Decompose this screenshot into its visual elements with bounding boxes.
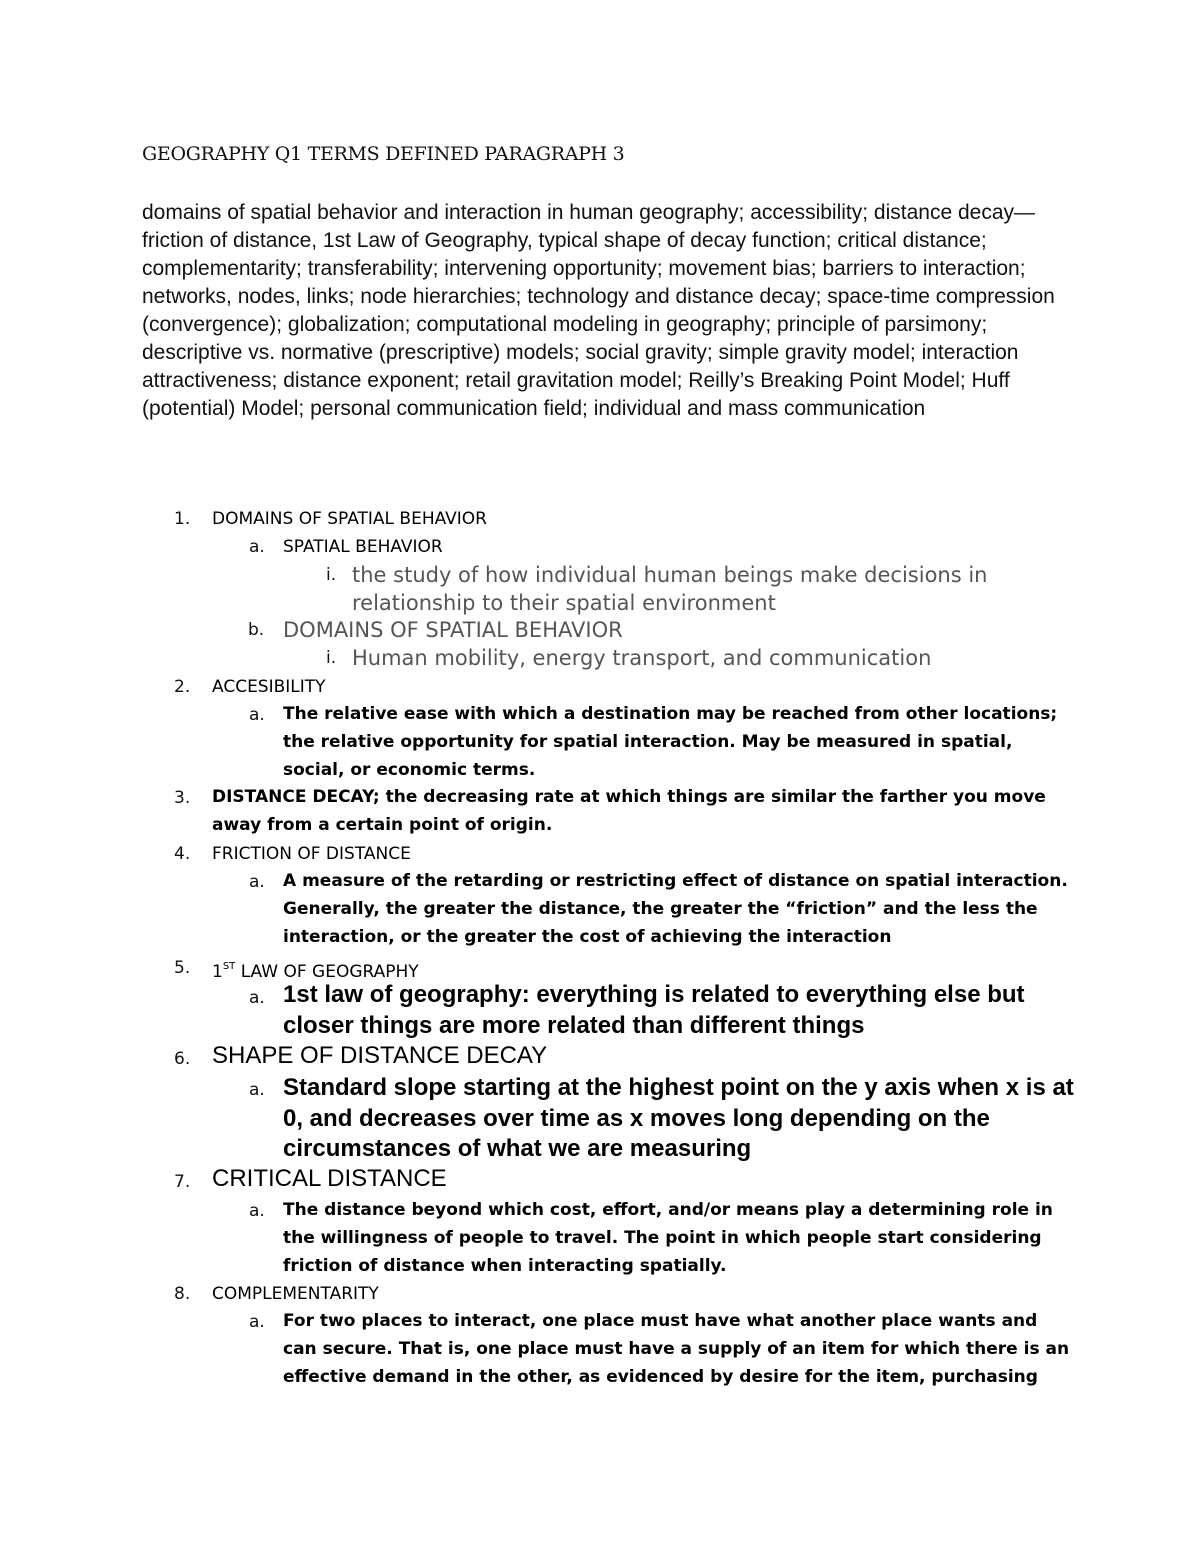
item-text-line: The relative ease with which a destination may be reached from other locations; (283, 704, 1058, 724)
item-text-line: away from a certain point of origin. (212, 815, 553, 835)
subsubitem-roman: i. (326, 565, 337, 585)
item-number: 6. (174, 1049, 191, 1069)
item-text-line: closer things are more related than different things (283, 1012, 865, 1039)
item-heading: FRICTION OF DISTANCE (212, 844, 411, 864)
heading-ordinal-suffix: ST (222, 961, 236, 972)
item-text-line: Standard slope starting at the highest point on the y axis when x is at (283, 1074, 1074, 1101)
item-number: 5. (174, 958, 191, 978)
item-text-line: Generally, the greater the distance, the greater the “friction” and the less the (283, 899, 1038, 919)
subsubitem-roman: i. (326, 648, 337, 668)
item-text-line: the relative opportunity for spatial interaction. May be measured in spatial, (283, 732, 1013, 752)
subitem-letter: a. (249, 1201, 265, 1221)
item-text-line: can secure. That is, one place must have a supply of an item for which there is an (283, 1339, 1070, 1359)
item-heading: DOMAINS OF SPATIAL BEHAVIOR (212, 509, 487, 529)
heading-ordinal: 1 (212, 962, 223, 982)
item-text-line: social, or economic terms. (283, 760, 536, 780)
item-text-line: the willingness of people to travel. The point in which people start considering (283, 1228, 1042, 1248)
subsubitem-line: relationship to their spatial environment (352, 591, 776, 615)
item-text-line: A measure of the retarding or restricting effect of distance on spatial interaction. (283, 871, 1068, 891)
item-number: 3. (174, 788, 191, 808)
item-text-line: interaction, or the greater the cost of achieving the interaction (283, 927, 892, 947)
item-number: 7. (174, 1172, 191, 1192)
subsubitem-line: the study of how individual human beings make decisions in (352, 563, 988, 587)
item-number: 2. (174, 677, 191, 697)
item-text-line: friction of distance when interacting spatially. (283, 1256, 727, 1276)
item-heading: ACCESIBILITY (212, 677, 326, 697)
item-text-line: DISTANCE DECAY; the decreasing rate at which things are similar the farther you move (212, 787, 1046, 807)
item-number: 1. (174, 509, 191, 529)
subitem-letter: a. (249, 1312, 265, 1332)
heading-rest: LAW OF GEOGRAPHY (235, 962, 419, 982)
item-text-line: circumstances of what we are measuring (283, 1135, 752, 1162)
item-text-line-content: 1st law of geography: everything is related to everything else but (283, 981, 1025, 1008)
item-number: 8. (174, 1284, 191, 1304)
item-heading: SHAPE OF DISTANCE DECAY (212, 1042, 548, 1069)
item-number: 4. (174, 844, 191, 864)
item-heading: CRITICAL DISTANCE (212, 1165, 447, 1192)
subitem-heading: SPATIAL BEHAVIOR (283, 537, 443, 557)
item-text-line: For two places to interact, one place must have what another place wants and (283, 1311, 1038, 1331)
subitem-letter: b. (248, 620, 265, 640)
subitem-letter: a. (249, 988, 265, 1008)
terms-paragraph: domains of spatial behavior and interaction in human geography; accessibility; distance decay—friction of distance, 1st Law of Geography, typical shape of decay function; critical distance; complementarity; transferability; intervening opportunity; movement bias; barriers to interaction; networks, nodes, links; node hierarchies; technology and distance decay; space-time compression (convergence); globalization; computational modeling in geography; principle of parsimony; descriptive vs. normative (prescriptive) models; social gravity; simple gravity model; interaction attractiveness; distance exponent; retail gravitation model; Reilly’s Breaking Point Model; Huff (potential) Model; personal communication field; individual and mass communication (142, 201, 1055, 420)
subitem-letter: a. (249, 537, 265, 557)
subsubitem-line: Human mobility, energy transport, and communication (352, 646, 932, 670)
subitem-letter: a. (249, 872, 265, 892)
subitem-heading: DOMAINS OF SPATIAL BEHAVIOR (283, 618, 623, 642)
item-text-line: The distance beyond which cost, effort, and/or means play a determining role in (283, 1200, 1053, 1220)
item-text-line: 0, and decreases over time as x moves long depending on the (283, 1105, 990, 1132)
item-text-line: effective demand in the other, as evidenced by desire for the item, purchasing (283, 1367, 1038, 1387)
subitem-letter: a. (249, 1080, 265, 1100)
item-heading: COMPLEMENTARITY (212, 1284, 379, 1304)
subitem-letter: a. (249, 705, 265, 725)
document-title: GEOGRAPHY Q1 TERMS DEFINED PARAGRAPH 3 (142, 143, 625, 165)
item-text-line (283, 980, 1025, 1011)
